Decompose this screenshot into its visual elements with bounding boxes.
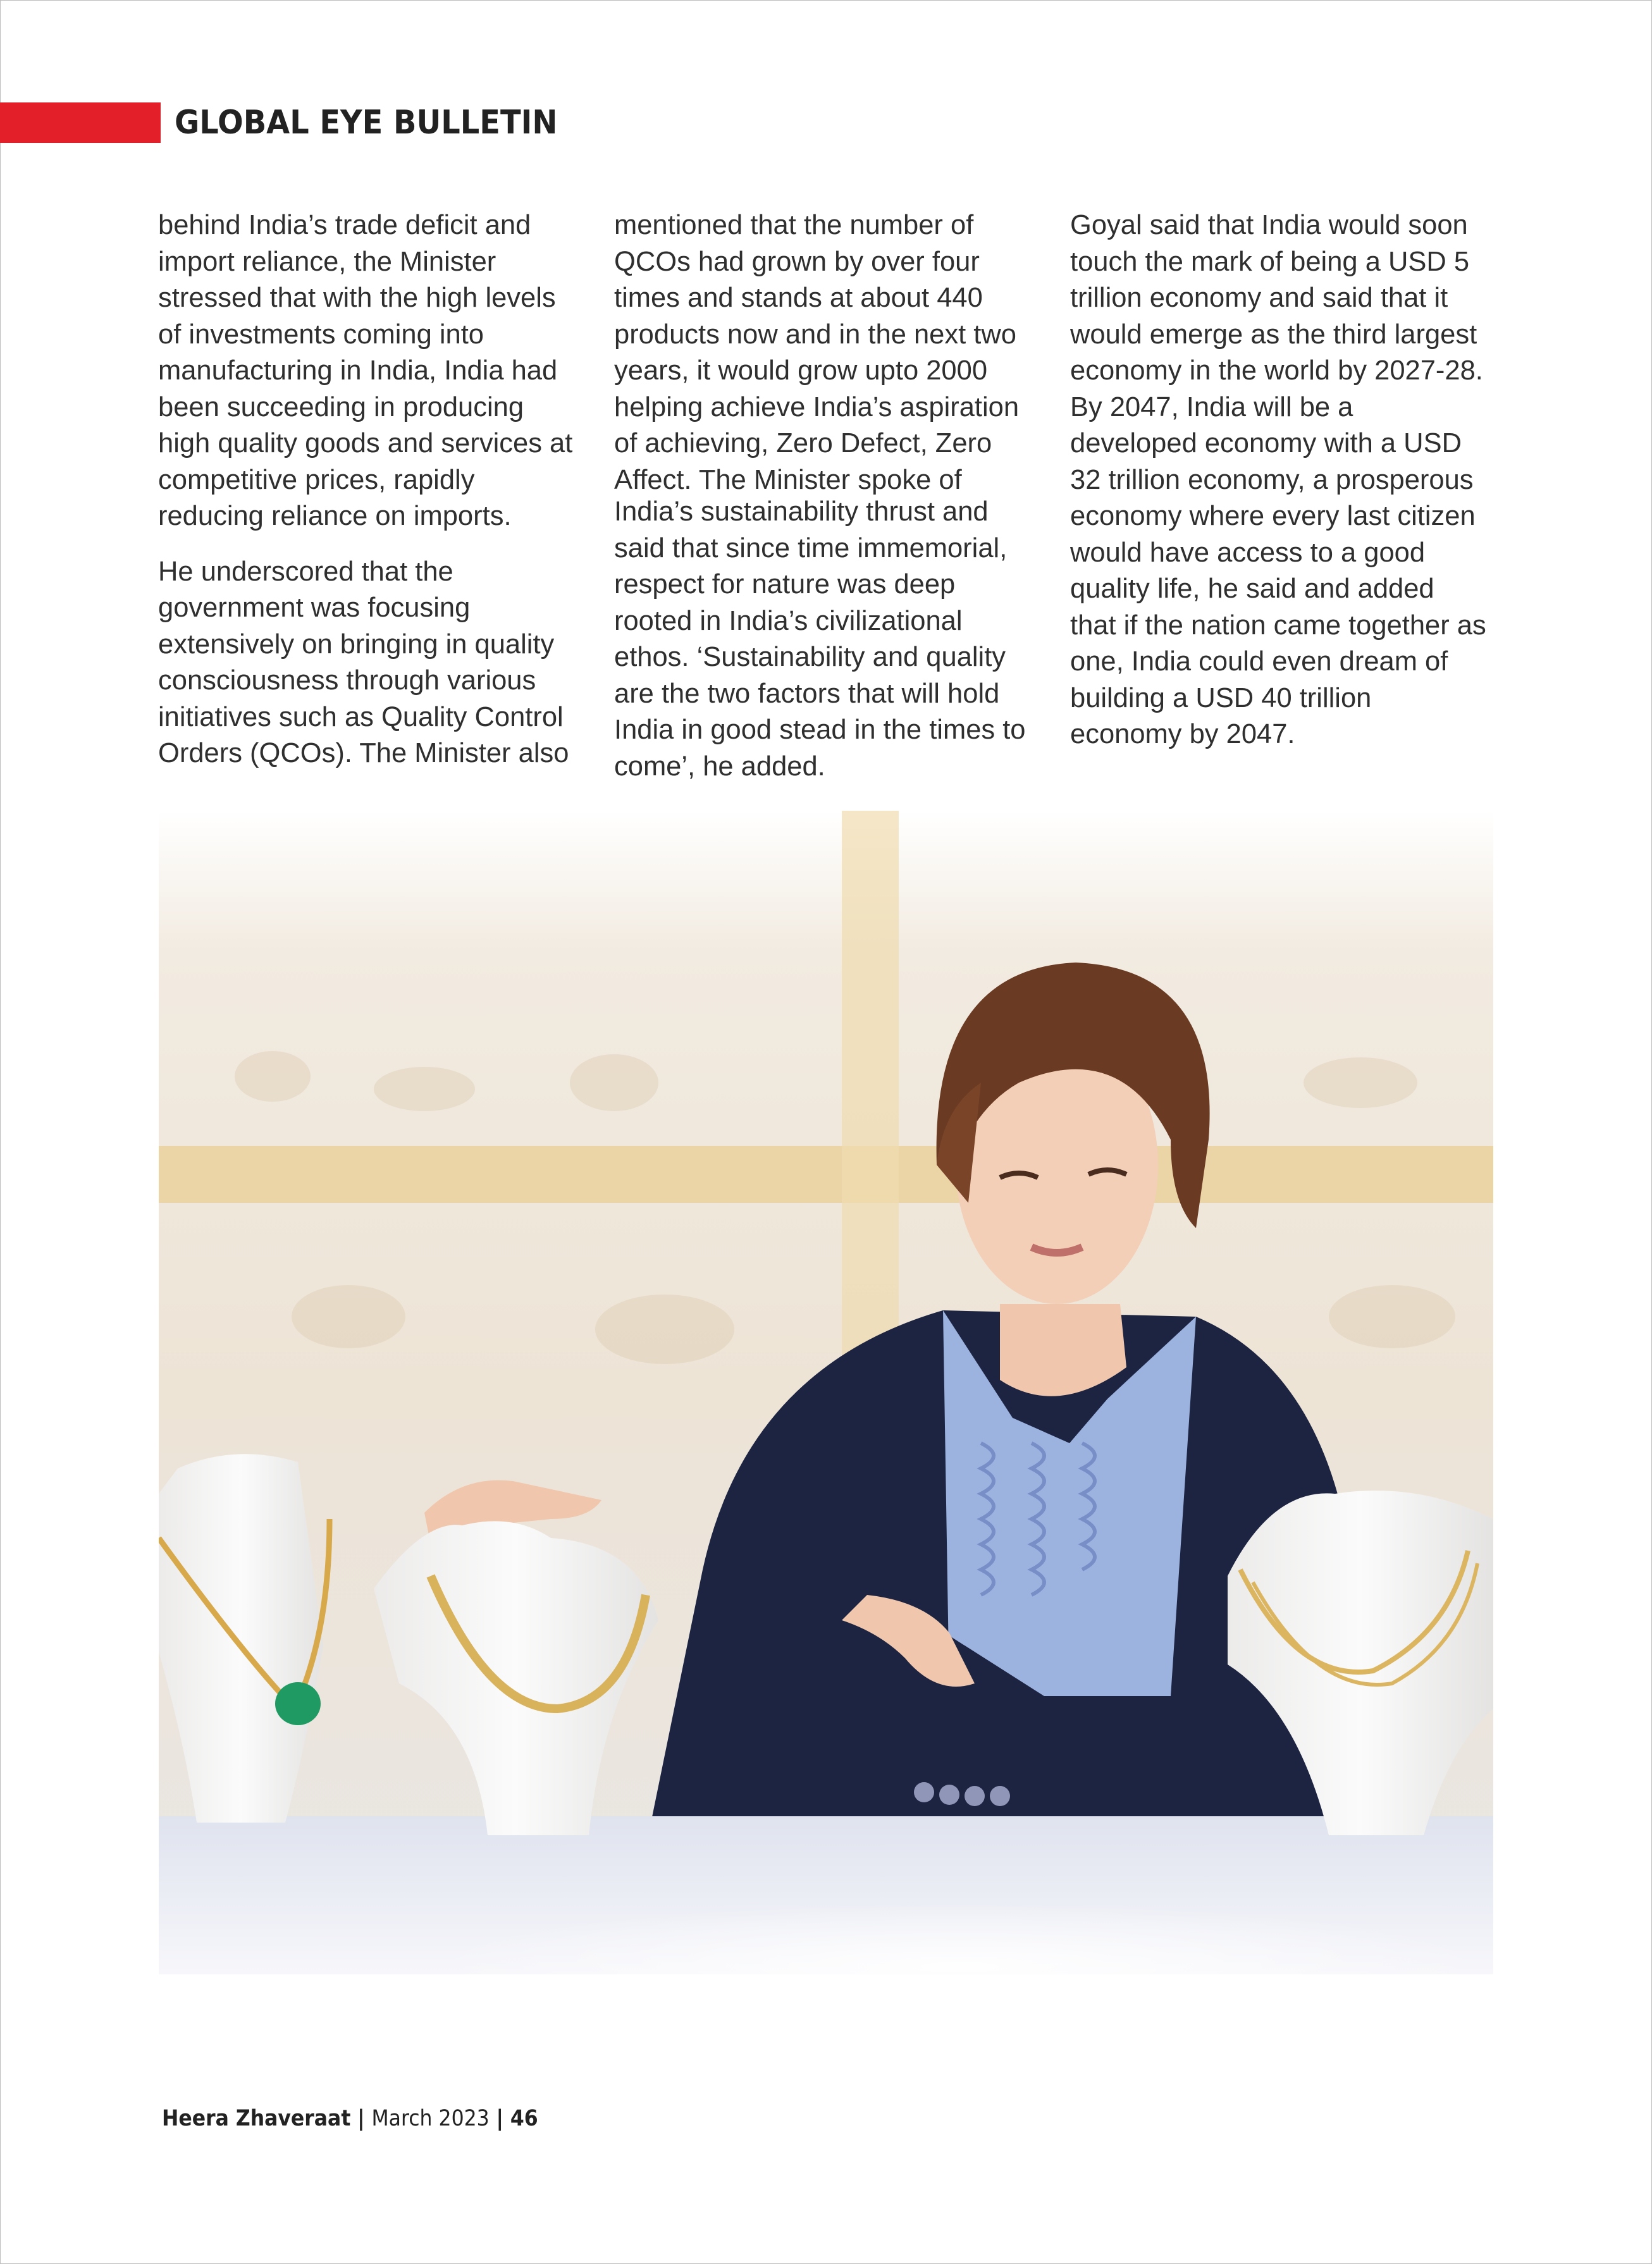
article-column-1 xyxy=(158,207,576,772)
paragraph: behind India’s trade deficit and import reliance, the Minister stressed that with the high levels of investments coming into manufacturing in India, India had been succeeding in producing high quality goods and services at competitive prices, rapidly reducing reliance on imports. xyxy=(158,210,573,531)
publication-name: Heera Zhaveraat xyxy=(162,2106,351,2131)
article-column-2 xyxy=(614,207,1032,785)
jewelry-showroom-photo xyxy=(159,811,1493,1974)
paragraph: Goyal said that India would soon touch the mark of being a USD 5 trillion economy and said that it would emerge as the third largest economy in the world by 2027-28. By 2047, India will be a developed economy with a USD 32 trillion economy, a prosperous economy where every last citizen would have access to a good quality life, he said and added that if the nation came together as one, India could even dream of building a USD 40 trillion economy by 2047. xyxy=(1070,210,1486,749)
page-footer xyxy=(162,2106,538,2131)
page-number: 46 xyxy=(510,2106,538,2131)
footer-separator: | xyxy=(496,2106,504,2131)
footer-separator: | xyxy=(357,2106,365,2131)
photo-illustration xyxy=(159,811,1493,1974)
issue-date: March 2023 xyxy=(371,2106,490,2131)
header-accent-bar xyxy=(0,102,161,143)
article-column-3 xyxy=(1070,207,1488,753)
paragraph: He underscored that the government was focusing extensively on bringing in quality consciousness through various initiatives such as Quality Control Orders (QCOs). The Minister also xyxy=(158,556,569,768)
paragraph: mentioned that the number of QCOs had grown by over four times and stands at about 440 products now and in the next two years, it would grow upto 2000 helping achieve India’s aspiration of achieving, Zero Defect, Zero Affect. The Minister spoke of xyxy=(614,210,1020,495)
section-title: GLOBAL EYE BULLETIN xyxy=(175,104,558,142)
paragraph: India’s sustainability thrust and said that since time immemorial, respect for nature was deep rooted in India’s civilizational ethos. ‘Sustainability and quality are the two factors that will hold India in good stead in the times to come’, he added. xyxy=(614,496,1026,782)
